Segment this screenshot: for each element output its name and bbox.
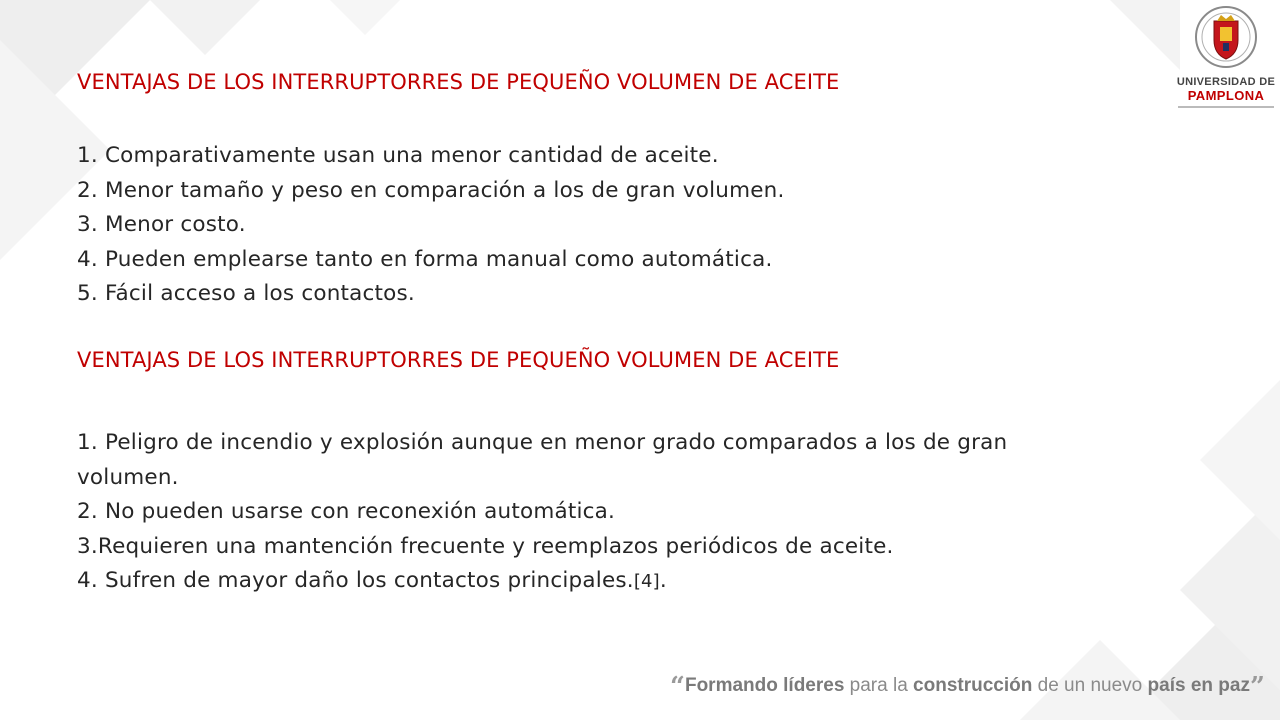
list-item: 3. Menor costo. [77,212,246,237]
slogan-part-3: construcción [913,675,1033,696]
list-item: 1. Peligro de incendio y explosión aunque en menor grado comparados a los de gran volumen. [77,430,1008,490]
slogan-part-1: Formando líderes [684,675,845,696]
heading-advantages: VENTAJAS DE LOS INTERRUPTORRES DE PEQUEÑO VOLUMEN DE ACEITE [77,70,840,94]
footer-slogan [670,672,1265,702]
slogan-part-5: país en paz [1147,675,1250,696]
list-item-text: 4. Sufren de mayor daño los contactos principales. [77,568,634,593]
citation-reference: [4] [633,571,660,592]
logo-line-1: UNIVERSIDAD DE [1176,76,1276,88]
list-item: 2. No pueden usarse con reconexión automática. [77,499,616,524]
university-logo [1176,4,1276,108]
list-item: 1. Comparativamente usan una menor cantidad de aceite. [77,143,719,168]
logo-line-2: PAMPLONA [1187,88,1265,103]
university-crest-icon [1195,4,1257,70]
list-item [77,564,1037,600]
list-item: 4. Pueden emplearse tanto en forma manual como automática. [77,246,773,272]
open-quote-glyph: “ [670,672,685,702]
logo-divider [1178,106,1274,108]
list-item: 5. Fácil acceso a los contactos. [77,281,415,306]
citation-suffix: . [659,568,667,593]
list-item: 3.Requieren una mantención frecuente y reemplazos periódicos de aceite. [77,533,894,559]
advantages-list [77,139,785,312]
slogan-part-2: para la [844,675,914,696]
disadvantages-list [77,426,1037,600]
close-quote-glyph: ” [1249,672,1265,702]
heading-disadvantages: VENTAJAS DE LOS INTERRUPTORRES DE PEQUEÑO VOLUMEN DE ACEITE [77,348,840,372]
list-item: 2. Menor tamaño y peso en comparación a los de gran volumen. [77,177,785,203]
slogan-part-4: de un nuevo [1032,675,1148,696]
